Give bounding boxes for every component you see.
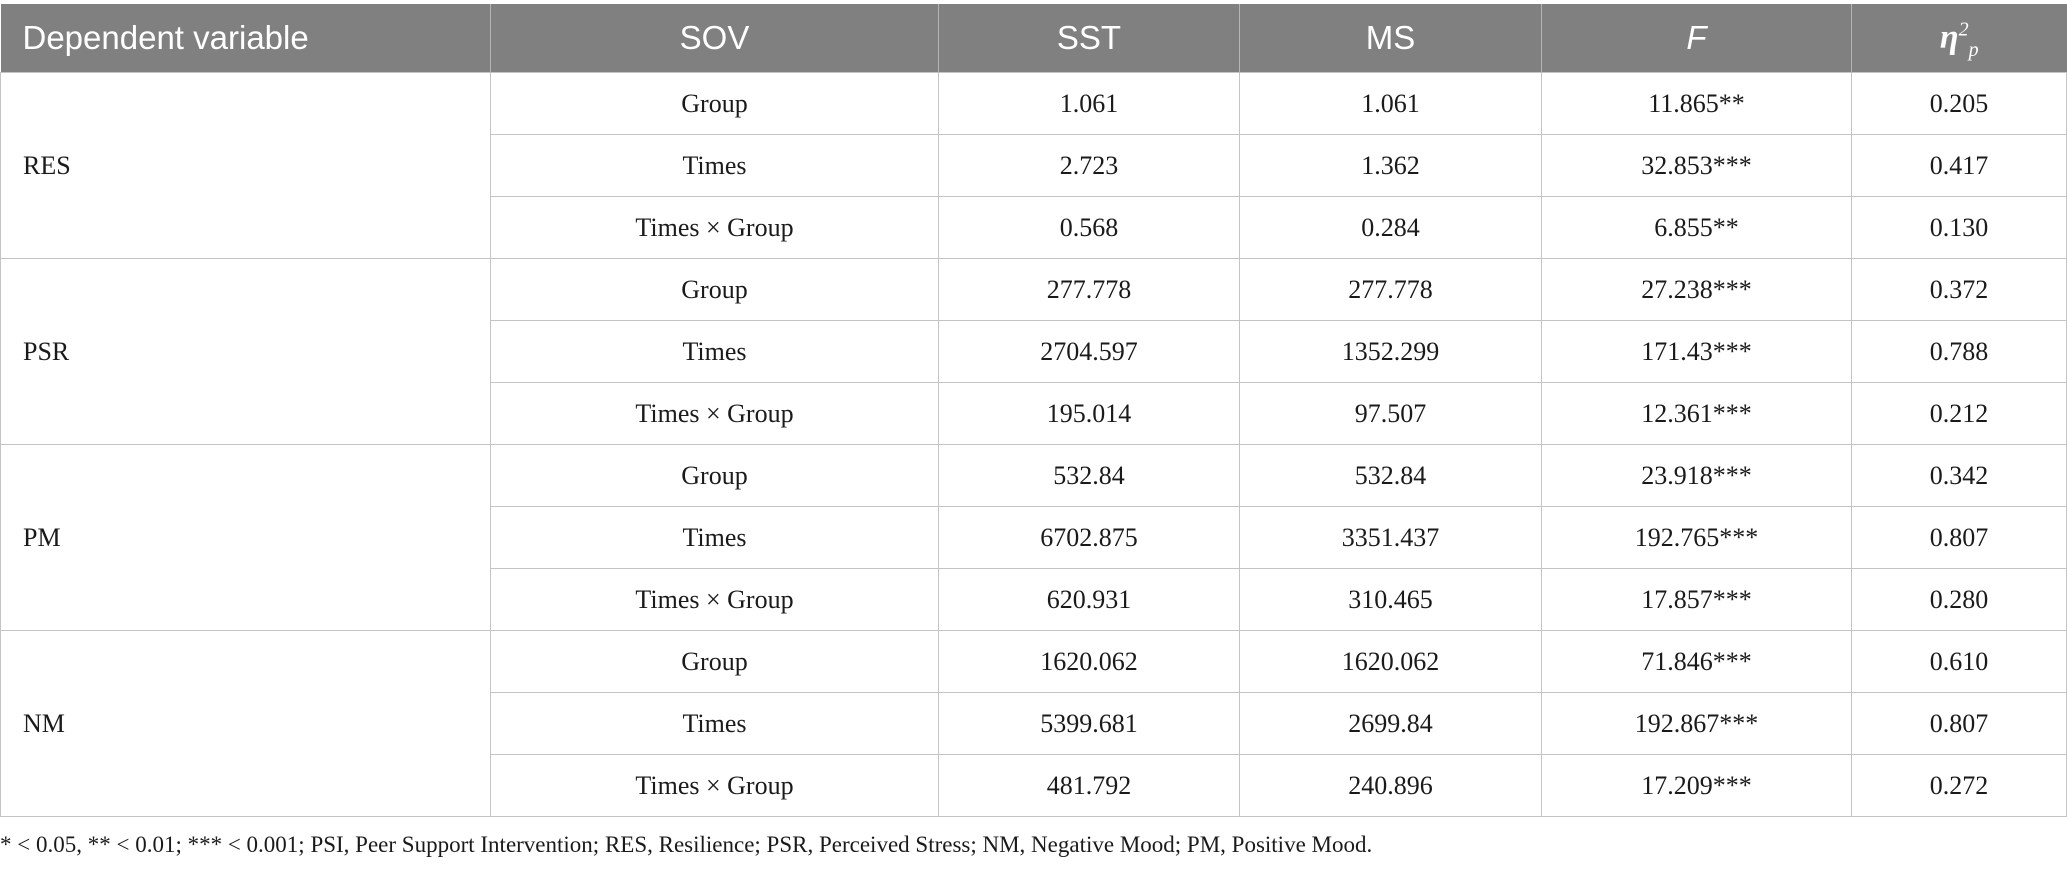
f-value-cell: 171.43*** — [1542, 321, 1852, 383]
sst-cell: 1.061 — [939, 73, 1240, 135]
partial-eta-squared-cell: 0.342 — [1852, 445, 2067, 507]
eta-superscript: 2 — [1958, 18, 1969, 41]
ms-cell: 2699.84 — [1240, 693, 1542, 755]
partial-eta-squared-cell: 0.130 — [1852, 197, 2067, 259]
table-footnote: * < 0.05, ** < 0.01; *** < 0.001; PSI, Peer Support Intervention; RES, Resilience; PSR, Perceived Stress; NM, Negative Mood; PM, Positive Mood. — [0, 832, 1373, 857]
header-partial-eta-squared — [1852, 4, 2067, 73]
eta-subscript: p — [1968, 38, 1979, 61]
ms-cell: 97.507 — [1240, 383, 1542, 445]
table-body — [1, 73, 2067, 817]
header-dependent-variable: Dependent variable — [1, 4, 491, 73]
header-sov: SOV — [491, 4, 939, 73]
sov-cell: Times × Group — [491, 569, 939, 631]
f-value-cell: 17.209*** — [1542, 755, 1852, 817]
f-value-cell: 17.857*** — [1542, 569, 1852, 631]
sov-cell: Group — [491, 259, 939, 321]
header-f: F — [1542, 4, 1852, 73]
f-value-cell: 192.867*** — [1542, 693, 1852, 755]
ms-cell: 277.778 — [1240, 259, 1542, 321]
sov-cell: Times — [491, 135, 939, 197]
f-value-cell: 11.865** — [1542, 73, 1852, 135]
table-row — [1, 445, 2067, 507]
partial-eta-squared-cell: 0.610 — [1852, 631, 2067, 693]
partial-eta-squared-cell: 0.212 — [1852, 383, 2067, 445]
anova-table-container — [0, 4, 2066, 817]
partial-eta-squared-cell: 0.807 — [1852, 507, 2067, 569]
table-row — [1, 73, 2067, 135]
sst-cell: 6702.875 — [939, 507, 1240, 569]
sst-cell: 1620.062 — [939, 631, 1240, 693]
sov-cell: Group — [491, 445, 939, 507]
ms-cell: 532.84 — [1240, 445, 1542, 507]
header-ms: MS — [1240, 4, 1542, 73]
ms-cell: 1352.299 — [1240, 321, 1542, 383]
ms-cell: 310.465 — [1240, 569, 1542, 631]
dependent-variable-cell: RES — [1, 73, 491, 259]
sst-cell: 2.723 — [939, 135, 1240, 197]
sst-cell: 620.931 — [939, 569, 1240, 631]
sov-cell: Times — [491, 321, 939, 383]
sst-cell: 0.568 — [939, 197, 1240, 259]
sov-cell: Times × Group — [491, 755, 939, 817]
ms-cell: 1.061 — [1240, 73, 1542, 135]
ms-cell: 0.284 — [1240, 197, 1542, 259]
sov-cell: Times — [491, 507, 939, 569]
sov-cell: Times × Group — [491, 197, 939, 259]
anova-results-table — [0, 4, 2067, 817]
sov-cell: Group — [491, 73, 939, 135]
f-value-cell: 27.238*** — [1542, 259, 1852, 321]
ms-cell: 1620.062 — [1240, 631, 1542, 693]
sst-cell: 2704.597 — [939, 321, 1240, 383]
dependent-variable-cell: PSR — [1, 259, 491, 445]
sst-cell: 481.792 — [939, 755, 1240, 817]
header-sst: SST — [939, 4, 1240, 73]
sst-cell: 195.014 — [939, 383, 1240, 445]
partial-eta-squared-cell: 0.272 — [1852, 755, 2067, 817]
table-row — [1, 259, 2067, 321]
sst-cell: 5399.681 — [939, 693, 1240, 755]
sst-cell: 532.84 — [939, 445, 1240, 507]
sov-cell: Times × Group — [491, 383, 939, 445]
sov-cell: Times — [491, 693, 939, 755]
sov-cell: Group — [491, 631, 939, 693]
partial-eta-squared-cell: 0.205 — [1852, 73, 2067, 135]
f-value-cell: 23.918*** — [1542, 445, 1852, 507]
eta-symbol: η — [1939, 19, 1959, 56]
ms-cell: 240.896 — [1240, 755, 1542, 817]
partial-eta-squared-cell: 0.280 — [1852, 569, 2067, 631]
sst-cell: 277.778 — [939, 259, 1240, 321]
partial-eta-squared-cell: 0.372 — [1852, 259, 2067, 321]
table-header-row — [1, 4, 2067, 73]
partial-eta-squared-cell: 0.788 — [1852, 321, 2067, 383]
f-value-cell: 12.361*** — [1542, 383, 1852, 445]
f-value-cell: 192.765*** — [1542, 507, 1852, 569]
f-value-cell: 71.846*** — [1542, 631, 1852, 693]
f-value-cell: 32.853*** — [1542, 135, 1852, 197]
ms-cell: 1.362 — [1240, 135, 1542, 197]
ms-cell: 3351.437 — [1240, 507, 1542, 569]
partial-eta-squared-cell: 0.807 — [1852, 693, 2067, 755]
dependent-variable-cell: PM — [1, 445, 491, 631]
dependent-variable-cell: NM — [1, 631, 491, 817]
table-row — [1, 631, 2067, 693]
partial-eta-squared-cell: 0.417 — [1852, 135, 2067, 197]
f-value-cell: 6.855** — [1542, 197, 1852, 259]
